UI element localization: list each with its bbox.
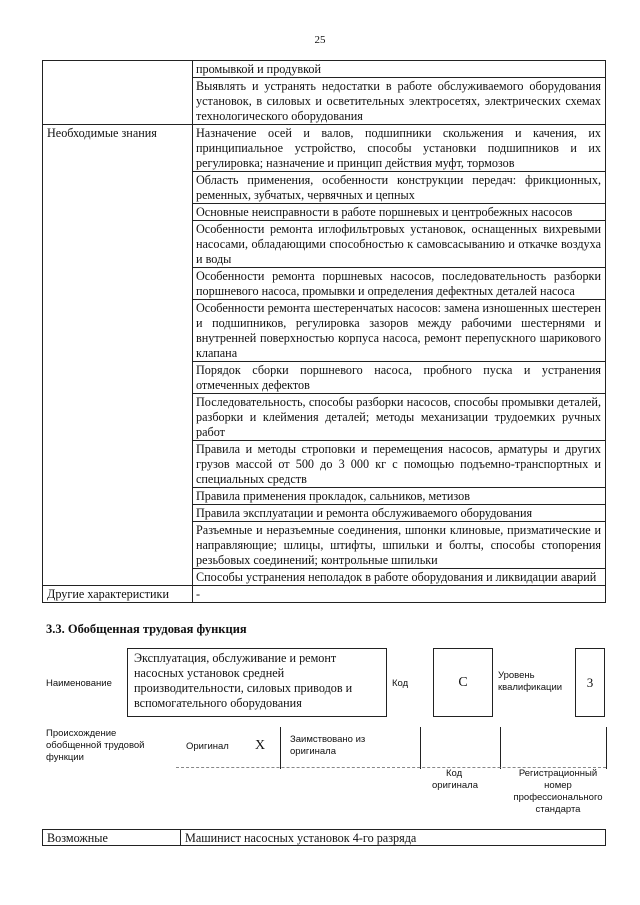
row-text: Правила и методы строповки и перемещения насосов, арматуры и других грузов массой от 500 до 3 000 кг с помощью подъемно-транспортных и специальных средств [193,441,606,488]
origin-divider-3 [500,727,501,769]
row-text: Порядок сборки поршневого насоса, пробного пуска и устранения отмеченных дефектов [193,362,606,394]
knowledge-table [42,60,606,603]
occupations-row [43,830,606,846]
row-text: Основные неисправности в работе поршневых и центробежных насосов [193,204,606,221]
table-row [43,125,606,172]
borrowed-label-line1: Заимствовано из [290,734,366,745]
origin-label-line2: обобщенной трудовой [46,740,145,751]
level-label-line1: Уровень [498,670,535,681]
row-text: промывкой и продувкой [193,61,606,78]
reg-label-line1: Регистрационный [518,768,598,779]
name-label: Наименование [46,678,112,689]
table-row [43,61,606,78]
borrowed-label-line2: оригинала [290,746,337,757]
row-text: Особенности ремонта поршневых насосов, последовательность разборки поршневого насоса, промывки и определения дефектных деталей насоса [193,268,606,300]
function-name-box: Эксплуатация, обслуживание и ремонт насосных установок средней производительности, силовых приводов и вспомогательного оборудования [127,648,387,717]
occupations-value: Машинист насосных установок 4-го разряда [181,830,606,846]
level-label-line2: квалификации [498,682,563,693]
row-text: Область применения, особенности конструкции передач: фрикционных, ременных, зубчатых, червячных и цепных [193,172,606,204]
page-number: 25 [314,34,326,46]
row-text: Правила эксплуатации и ремонта обслуживаемого оборудования [193,505,606,522]
row-text: Разъемные и неразъемные соединения, шпонки клиновые, призматические и направляющие; шлицы, штифты, шпильки и болты, способы стопорения резьбовых соединений; контрольные шпильки [193,522,606,569]
occupations-label: Возможные [43,830,181,846]
row-text: Особенности ремонта иглофильтровых установок, оснащенных вихревыми насосами, обладающими способностью к самовсасыванию и откачке воздуха и воды [193,221,606,268]
row-text: Выявлять и устранять недостатки в работе обслуживаемого оборудования установок, в силовых и осветительных электросетях, электрических схемах технологического оборудования [193,78,606,125]
reg-label-line3: профессионального [513,792,603,803]
row-text: - [193,586,606,603]
origin-label-line1: Происхождение [46,728,117,739]
row-label [43,61,193,125]
code-value-box: C [433,648,493,717]
table-row [43,586,606,603]
row-text: Назначение осей и валов, подшипники скольжения и качения, их принципиальное устройство, способы установки подшипников и их регулировка; назначение и принцип действия муфт, тормозов [193,125,606,172]
qualification-level-box: 3 [575,648,605,717]
row-text: Последовательность, способы разборки насосов, способы промывки деталей, разборки и клеймения деталей; методы механизации трудоемких ручных работ [193,394,606,441]
origin-label-line3: функции [46,752,84,763]
reg-label-line2: номер [544,780,572,791]
orig-code-label-line1: Код [446,768,463,779]
section-heading: 3.3. Обобщенная трудовая функция [46,622,247,636]
row-text: Правила применения прокладок, сальников, метизов [193,488,606,505]
origin-divider-2 [420,727,421,769]
row-text: Способы устранения неполадок в работе оборудования и ликвидации аварий [193,569,606,586]
orig-code-label-line2: оригинала [432,780,479,791]
occupations-table [42,829,606,846]
row-text: Особенности ремонта шестеренчатых насосов: замена изношенных шестерен и подшипников, регулировка зазоров между рабочими шестернями и внутренней поверхностью корпуса насоса, ремонт перепускного шарикового клапана [193,300,606,362]
original-label: Оригинал [186,741,229,752]
origin-divider-1 [280,727,281,769]
origin-divider-4 [606,727,607,769]
original-checkmark: X [255,738,266,753]
code-label: Код [392,678,409,689]
row-label: Необходимые знания [43,125,193,586]
row-label: Другие характеристики [43,586,193,603]
reg-label-line4: стандарта [535,804,581,815]
